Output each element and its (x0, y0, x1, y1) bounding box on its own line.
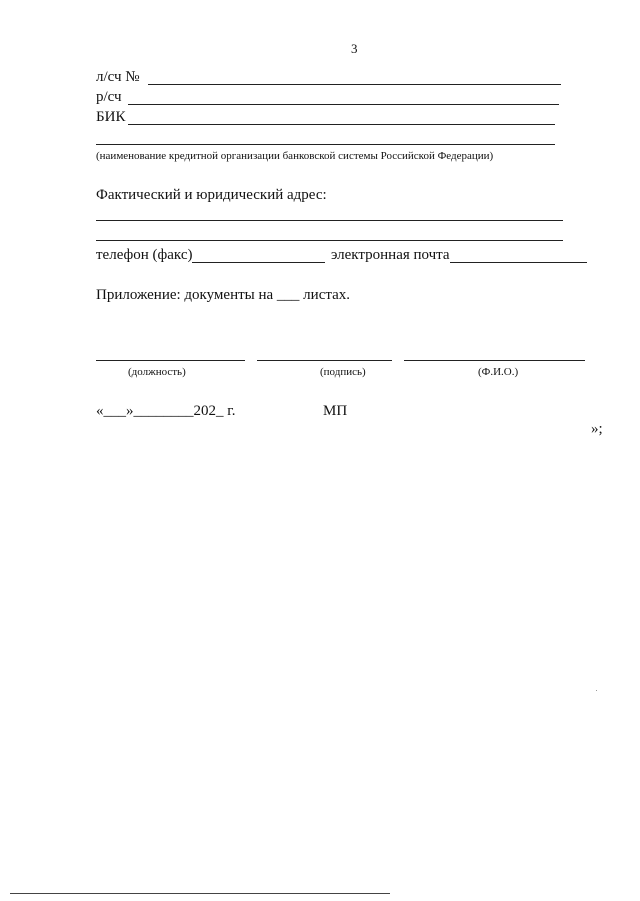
date-text: «___»________202_ г. (96, 403, 236, 419)
personal-account-line (148, 84, 561, 85)
signature-line (257, 360, 392, 361)
bank-name-line (96, 144, 555, 145)
footer-rule (10, 893, 390, 894)
settlement-account-label: р/сч (96, 89, 122, 105)
bank-caption: (наименование кредитной организации банковской системы Российской Федерации) (96, 150, 494, 162)
position-line (96, 360, 245, 361)
phone-label: телефон (факс) (96, 247, 193, 263)
address-label: Фактический и юридический адрес: (96, 187, 327, 203)
email-label: электронная почта (331, 247, 450, 263)
bik-line (128, 124, 555, 125)
personal-account-label: л/сч № (96, 69, 140, 85)
phone-line (192, 262, 325, 263)
address-line-2 (96, 240, 563, 241)
attachment-text: Приложение: документы на ___ листах. (96, 287, 350, 303)
name-caption: (Ф.И.О.) (478, 366, 519, 378)
name-line (404, 360, 585, 361)
address-line-1 (96, 220, 563, 221)
closing-quote: »; (591, 421, 603, 437)
position-caption: (должность) (128, 366, 186, 378)
bik-label: БИК (96, 109, 126, 125)
scan-speck (596, 690, 597, 691)
email-line (450, 262, 587, 263)
page-number: 3 (351, 41, 358, 56)
signature-caption: (подпись) (320, 366, 366, 378)
settlement-account-line (128, 104, 559, 105)
seal-text: МП (323, 403, 348, 419)
